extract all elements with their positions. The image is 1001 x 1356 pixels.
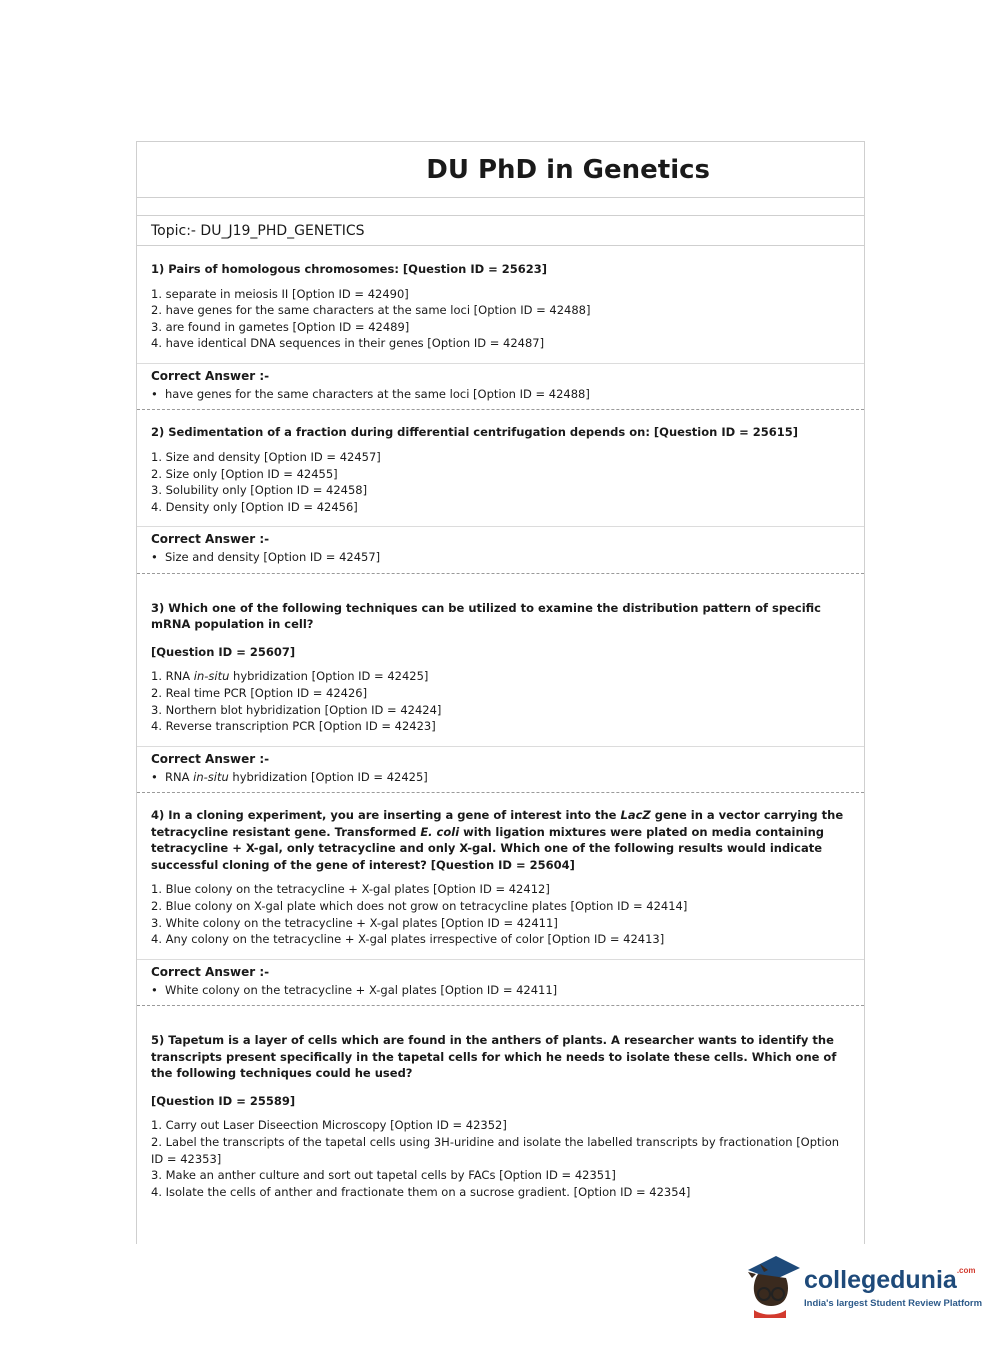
question-4 bbox=[137, 793, 864, 1006]
option: 4. Reverse transcription PCR [Option ID = 42423] bbox=[151, 719, 436, 734]
document-sheet bbox=[136, 141, 865, 1244]
option: 3. Make an anther culture and sort out tapetal cells by FACs [Option ID = 42351] bbox=[151, 1168, 616, 1183]
logo-wordmark: collegedunia$^{.com}$ bbox=[804, 1266, 976, 1294]
option: 2. Size only [Option ID = 42455] bbox=[151, 466, 338, 481]
question-3-title: 3) Which one of the following techniques can be utilized to examine the distribution pattern of specific mRNA population in cell? bbox=[151, 600, 821, 632]
question-1-title: 1) Pairs of homologous chromosomes: [Question ID = 25623] bbox=[151, 262, 548, 276]
question-5-id: [Question ID = 25589] bbox=[151, 1093, 296, 1108]
option: 1. Carry out Laser Diseection Microscopy [Option ID = 42352] bbox=[151, 1118, 507, 1133]
correct-answer-label: Correct Answer :- bbox=[151, 532, 270, 547]
bullet-icon: • bbox=[151, 550, 158, 565]
option: 1. RNA in-situ hybridization [Option ID = 42425] bbox=[151, 669, 429, 684]
option: 3. Solubility only [Option ID = 42458] bbox=[151, 483, 368, 498]
question-4-options bbox=[151, 881, 850, 947]
collegedunia-logo[interactable] bbox=[742, 1250, 983, 1320]
question-4-title: 4) In a cloning experiment, you are inserting a gene of interest into the LacZ gene in a vector carrying the tetracycline resistant gene. Transformed E. coli with ligation mixtures were plated on media containing tetracycline + X-gal, only tetracycline and only X-gal. Which one of the following results would indicate successful cloning of the gene of interest? [Question ID = 25604] bbox=[151, 808, 844, 872]
correct-answer-label: Correct Answer :- bbox=[151, 964, 270, 979]
page-title: DU PhD in Genetics bbox=[426, 154, 710, 185]
question-2 bbox=[137, 410, 864, 573]
option: 2. Real time PCR [Option ID = 42426] bbox=[151, 686, 368, 701]
correct-answer-label: Correct Answer :- bbox=[151, 751, 270, 766]
topic-label: Topic:- DU_J19_PHD_GENETICS bbox=[151, 222, 365, 239]
question-3 bbox=[137, 574, 864, 793]
option: 4. Any colony on the tetracycline + X-gal plates irrespective of color [Option ID = 42413] bbox=[151, 932, 665, 947]
question-5-title: 5) Tapetum is a layer of cells which are found in the anthers of plants. A researcher wants to identify the transcripts present specifically in the tapetal cells for which he needs to isolate these cells. Which one of the following techniques could he used? bbox=[151, 1033, 837, 1081]
option: 1. separate in meiosis II [Option ID = 42490] bbox=[151, 286, 409, 301]
bullet-icon: • bbox=[151, 769, 158, 784]
option: 3. White colony on the tetracycline + X-gal plates [Option ID = 42411] bbox=[151, 915, 558, 930]
correct-answer: • RNA in-situ hybridization [Option ID = 42425] bbox=[151, 769, 428, 784]
question-1 bbox=[137, 246, 864, 410]
correct-answer-label: Correct Answer :- bbox=[151, 368, 270, 383]
bullet-icon: • bbox=[151, 386, 158, 401]
option: 2. Blue colony on X-gal plate which does not grow on tetracycline plates [Option ID = 42414] bbox=[151, 899, 688, 913]
bullet-icon: • bbox=[151, 982, 158, 997]
topic-row bbox=[137, 216, 864, 246]
option: 1. Size and density [Option ID = 42457] bbox=[151, 449, 381, 464]
question-5-options bbox=[151, 1117, 850, 1200]
option: 2. Label the transcripts of the tapetal cells using 3H-uridine and isolate the labelled transcripts by fractionation [Option ID = 42353] bbox=[151, 1134, 840, 1166]
option: 4. Density only [Option ID = 42456] bbox=[151, 499, 358, 514]
correct-answer: • White colony on the tetracycline + X-gal plates [Option ID = 42411] bbox=[151, 982, 558, 997]
option: 3. Northern blot hybridization [Option ID = 42424] bbox=[151, 702, 442, 717]
question-3-options bbox=[151, 668, 850, 734]
option: 4. have identical DNA sequences in their genes [Option ID = 42487] bbox=[151, 336, 545, 351]
question-2-title: 2) Sedimentation of a fraction during differential centrifugation depends on: [Question ID = 25615] bbox=[151, 425, 799, 440]
logo-tagline: India's largest Student Review Platform bbox=[804, 1298, 983, 1309]
mascot-icon bbox=[742, 1250, 804, 1320]
question-3-id: [Question ID = 25607] bbox=[151, 644, 296, 659]
question-2-options bbox=[151, 449, 850, 515]
title-row bbox=[137, 142, 864, 198]
option: 2. have genes for the same characters at the same loci [Option ID = 42488] bbox=[151, 303, 591, 318]
spacer-row bbox=[137, 198, 864, 216]
option: 4. Isolate the cells of anther and fractionate them on a sucrose gradient. [Option ID = 42354] bbox=[151, 1184, 691, 1199]
correct-answer: • have genes for the same characters at the same loci [Option ID = 42488] bbox=[151, 386, 590, 401]
correct-answer: • Size and density [Option ID = 42457] bbox=[151, 550, 381, 565]
question-1-options bbox=[151, 286, 850, 352]
option: 1. Blue colony on the tetracycline + X-gal plates [Option ID = 42412] bbox=[151, 882, 550, 897]
question-5 bbox=[137, 1006, 864, 1200]
option: 3. are found in gametes [Option ID = 42489] bbox=[151, 319, 410, 334]
